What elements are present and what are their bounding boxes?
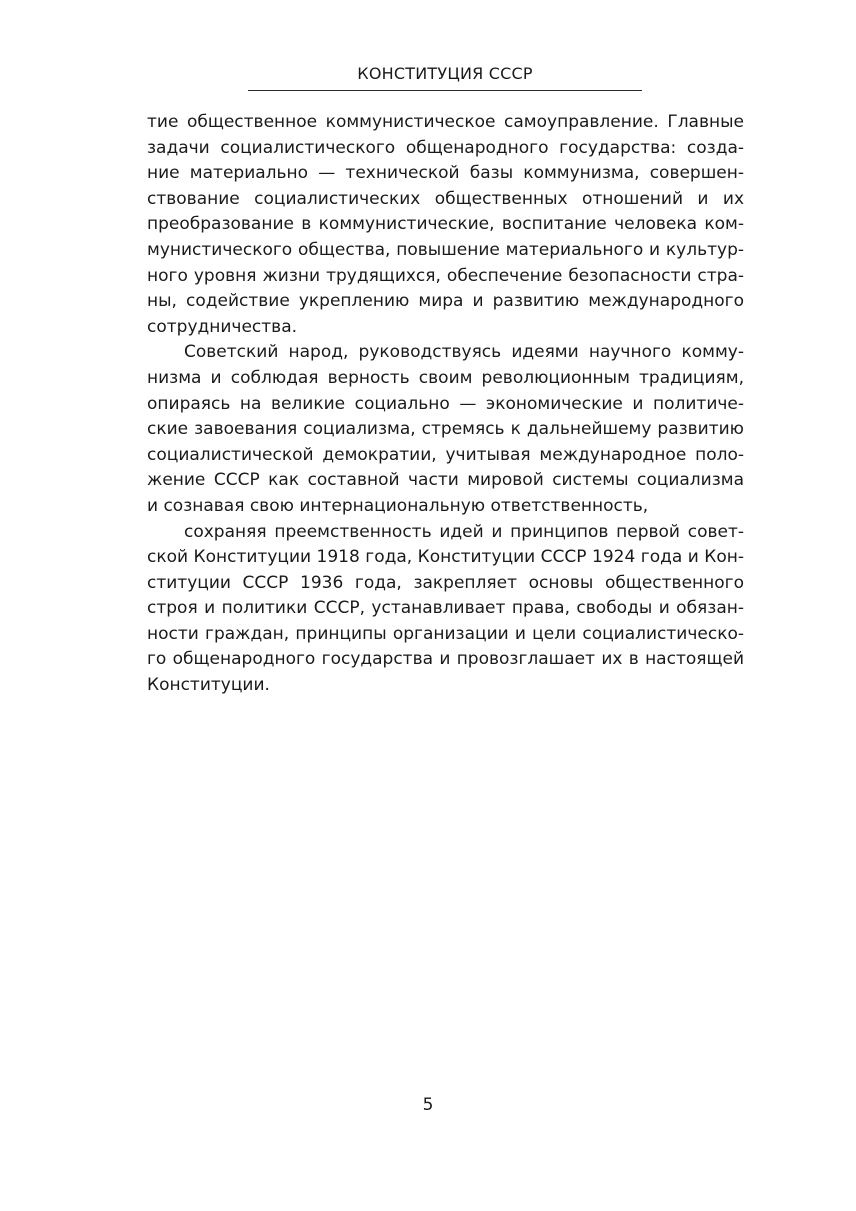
page-number: 5 [422, 1095, 434, 1115]
text-line: преобразование в коммунистические, воспитание человека ком- [147, 214, 744, 235]
text-line: социалистической демократии, учитывая международное поло- [147, 444, 744, 465]
text-line: сотрудничества. [147, 316, 298, 337]
text-line: строя и политики СССР, устанавливает права, свободы и обязан- [147, 598, 744, 619]
text-line: Конституции. [147, 675, 270, 696]
text-line: ны, содействие укреплению мира и развитию международного [147, 291, 744, 312]
text-line: опираясь на великие социально — экономические и политиче- [147, 393, 744, 414]
text-line: мунистического общества, повышение материального и культур- [147, 239, 744, 260]
text-line: ного уровня жизни трудящихся, обеспечение безопасности стра- [147, 265, 744, 286]
text-line: сохраняя преемственность идей и принципов первой совет- [184, 521, 744, 542]
text-line: ности граждан, принципы организации и цели социалистическо- [147, 623, 744, 644]
text-line: низма и соблюдая верность своим революционным традициям, [147, 367, 744, 388]
text-line: жение СССР как составной части мировой системы социализма [147, 470, 744, 491]
text-line: ституции СССР 1936 года, закрепляет основы общественного [147, 572, 744, 593]
paragraph-1 [147, 110, 744, 340]
text-line: задачи социалистического общенародного государства: созда- [147, 137, 744, 158]
paragraph-2 [147, 340, 744, 519]
text-line: и сознавая свою интернациональную ответственность, [147, 495, 649, 516]
text-line: Советский народ, руководствуясь идеями научного комму- [184, 342, 744, 363]
running-header: КОНСТИТУЦИЯ СССР [357, 64, 533, 83]
text-line: тие общественное коммунистическое самоуправление. Главные [147, 112, 744, 132]
text-line: ской Конституции 1918 года, Конституции СССР 1924 года и Кон- [147, 547, 744, 568]
text-line: ние материально — технической базы коммунизма, совершен- [147, 163, 744, 184]
page-body [147, 110, 744, 699]
paragraph-3 [147, 520, 744, 699]
text-line: го общенародного государства и провозглашает их в настоящей [147, 649, 744, 670]
header-rule [248, 90, 642, 91]
text-line: ские завоевания социализма, стремясь к дальнейшему развитию [147, 419, 744, 440]
text-line: ствование социалистических общественных отношений и их [147, 188, 744, 209]
